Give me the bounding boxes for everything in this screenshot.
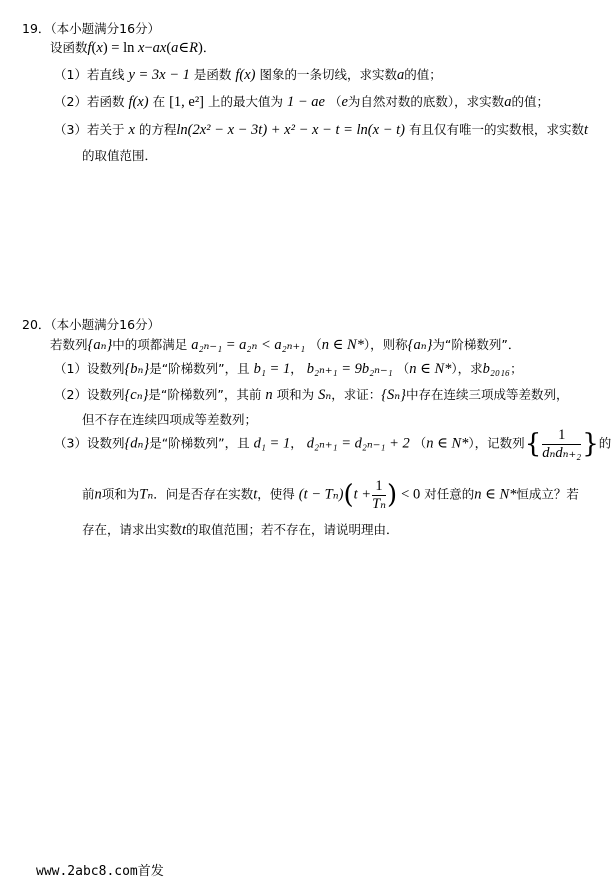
- q19-part2: （2）若函数 f(x) 在 [1, e²] 上的最大值为 1 − ae （e为自然对数的底数），求实数a的值；: [54, 94, 549, 110]
- q20-part3-line2: 前n项和为Tₙ．问是否存在实数t，使得 (t − Tₙ)(t + $\frac{1}{\text{Tₙ}}$ ) < 0 对任意的n ∈ N*恒成立？若: [82, 478, 579, 512]
- q19-part3: （3）若关于 x 的方程ln(2x² − x − 3t) + x² − x − t = ln(x − t) 有且仅有唯一的实数根，求实数t: [54, 122, 588, 138]
- q20-part2-line2: 但不存在连续四项成等差数列；: [82, 412, 258, 427]
- q19-stem: 设函数f(x) = ln x−ax(a∈R)．: [50, 40, 216, 56]
- fraction-1-over-dd: $\frac{1}{\text{dₙdₙ₊₂}}$: [542, 427, 582, 461]
- footer-suffix: 首发: [137, 864, 164, 879]
- q20-part3: （3）设数列{dₙ}是“阶梯数列”，且 d₁ = 1， d₂ₙ₊₁ = d₂ₙ₋₁ + 2 （n ∈ N*），记数列{ $\frac{1}{\text{dₙdₙ₊₂}}$ }的: [54, 427, 611, 461]
- right-paren: ): [387, 480, 398, 511]
- q19-part1: （1）若直线 y = 3x − 1 是函数 f(x) 图象的一条切线，求实数a的值；: [54, 67, 442, 83]
- footer-source: [36, 860, 164, 879]
- right-brace: }: [582, 429, 599, 460]
- fraction-1-over-T: $\frac{1}{\text{Tₙ}}$: [372, 478, 387, 512]
- footer-site: www.2abc8.com: [36, 864, 138, 879]
- q20-part1: （1）设数列{bₙ}是“阶梯数列”，且 b₁ = 1， b₂ₙ₊₁ = 9b₂ₙ₋₁ （n ∈ N*），求b₂₀₁₆；: [54, 361, 523, 377]
- q19-header: 19．（本小题满分16分）: [22, 21, 161, 36]
- q20-header: 20．（本小题满分16分）: [22, 317, 161, 332]
- q19-part3-line2: 的取值范围．: [82, 148, 158, 163]
- left-brace: {: [524, 429, 542, 460]
- q20-stem: 若数列{aₙ}中的项都满足 a₂ₙ₋₁ = a₂ₙ < a₂ₙ₊₁ （n ∈ N*），则称{aₙ}为“阶梯数列”．: [50, 337, 521, 353]
- left-paren: (: [343, 480, 354, 511]
- q20-part3-line3: 存在，请求出实数t的取值范围；若不存在，请说明理由．: [82, 522, 399, 538]
- q20-part2: （2）设数列{cₙ}是“阶梯数列”，其前 n 项和为 Sₙ，求证：{Sₙ}中存在连续三项成等差数列，: [54, 387, 569, 403]
